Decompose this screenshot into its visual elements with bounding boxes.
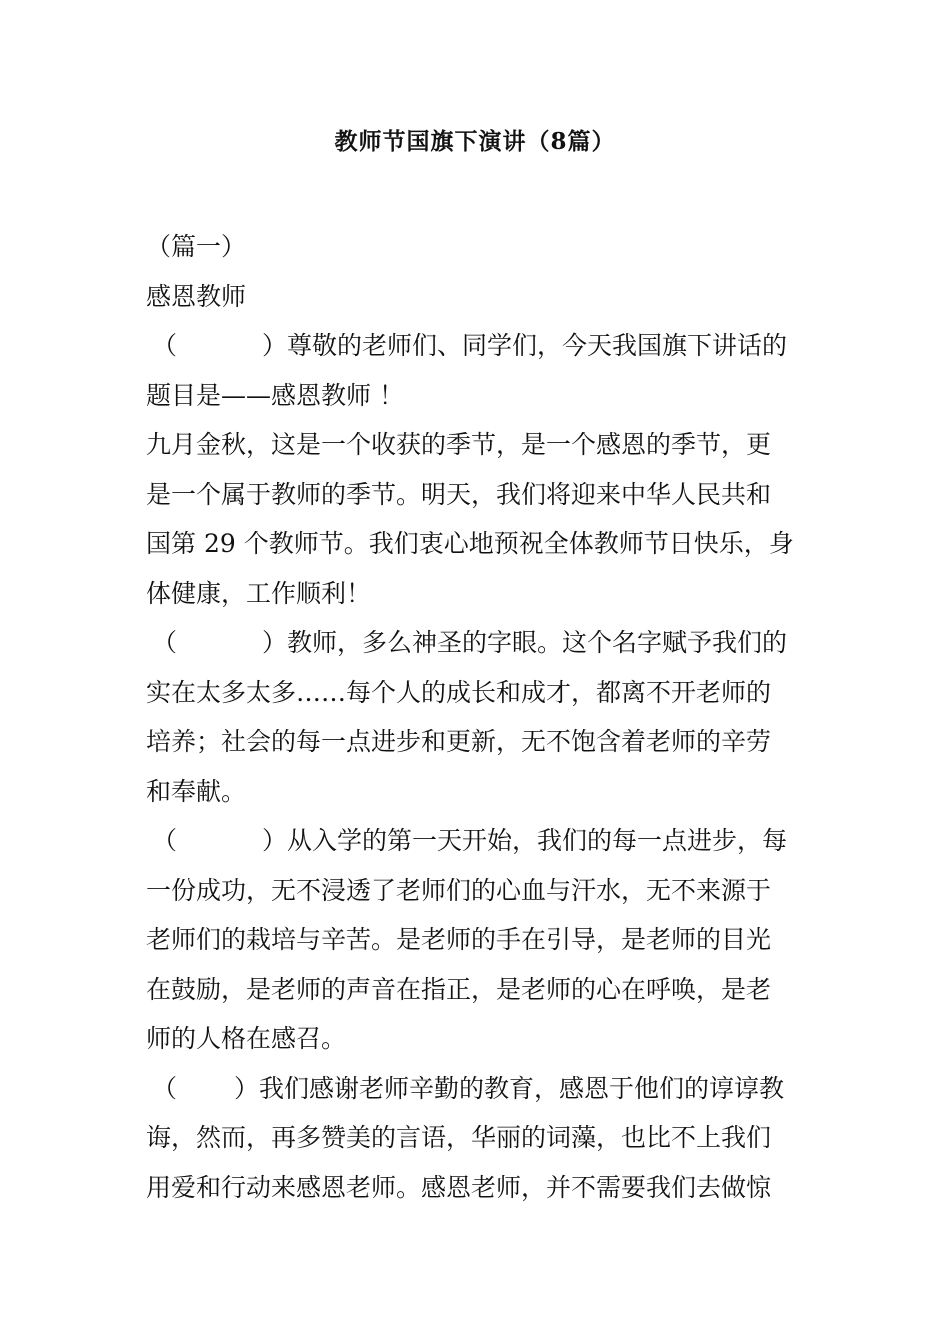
paragraph-line: 实在太多太多……每个人的成长和成才，都离不开老师的 <box>146 677 772 707</box>
open-paren: （ <box>152 628 178 657</box>
open-paren: （ <box>152 331 178 360</box>
paragraph-line: 和奉献。 <box>146 776 247 806</box>
paragraph-line: 题目是——感恩教师 ！ <box>146 380 404 410</box>
paragraph-line: 师的人格在感召。 <box>146 1024 347 1053</box>
paragraph-line: 一份成功，无不浸透了老师们的心血与汗水，无不来源于 <box>146 875 772 905</box>
paragraph-line: 培养；社会的每一点进步和更新，无不饱含着老师的辛劳 <box>146 727 772 756</box>
paragraph-line: 国第 29 个教师节。我们衷心地预祝全体教师节日快乐，身 <box>146 529 794 558</box>
paragraph-line <box>146 321 810 371</box>
document-body <box>146 222 810 1212</box>
paragraph-text: ）我们感谢老师辛勤的教育，感恩于他们的谆谆教 <box>234 1073 785 1103</box>
speech-title: 感恩教师 <box>146 281 247 311</box>
paragraph-line: 在鼓励，是老师的声音在指正，是老师的心在呼唤，是老 <box>146 974 772 1004</box>
paragraph-line: 九月金秋，这是一个收获的季节，是一个感恩的季节，更 <box>146 430 772 459</box>
paragraph-text: ）尊敬的老师们、同学们，今天我国旗下讲话的 <box>262 331 788 360</box>
paragraph-line <box>146 816 810 866</box>
paragraph-line: 用爱和行动来感恩老师。感恩老师，并不需要我们去做惊 <box>146 1172 772 1202</box>
paragraph-line: 是一个属于教师的季节。明天，我们将迎来中华人民共和 <box>146 479 772 509</box>
paragraph-line: 体健康，工作顺利！ <box>146 578 372 608</box>
open-paren: （ <box>152 1073 178 1103</box>
paragraph-line: 老师们的栽培与辛苦。是老师的手在引导，是老师的目光 <box>146 925 772 954</box>
open-paren: （ <box>152 826 178 855</box>
paragraph-text: ）从入学的第一天开始，我们的每一点进步，每 <box>262 826 788 855</box>
section-label: （篇一） <box>146 232 247 261</box>
paragraph-line <box>146 1064 810 1114</box>
paragraph-text: ）教师，多么神圣的字眼。这个名字赋予我们的 <box>262 628 788 657</box>
paragraph-line <box>146 618 810 668</box>
document-title: 教师节国旗下演讲（8篇） <box>334 128 616 155</box>
paragraph-line: 诲，然而，再多赞美的言语，华丽的词藻，也比不上我们 <box>146 1123 772 1152</box>
